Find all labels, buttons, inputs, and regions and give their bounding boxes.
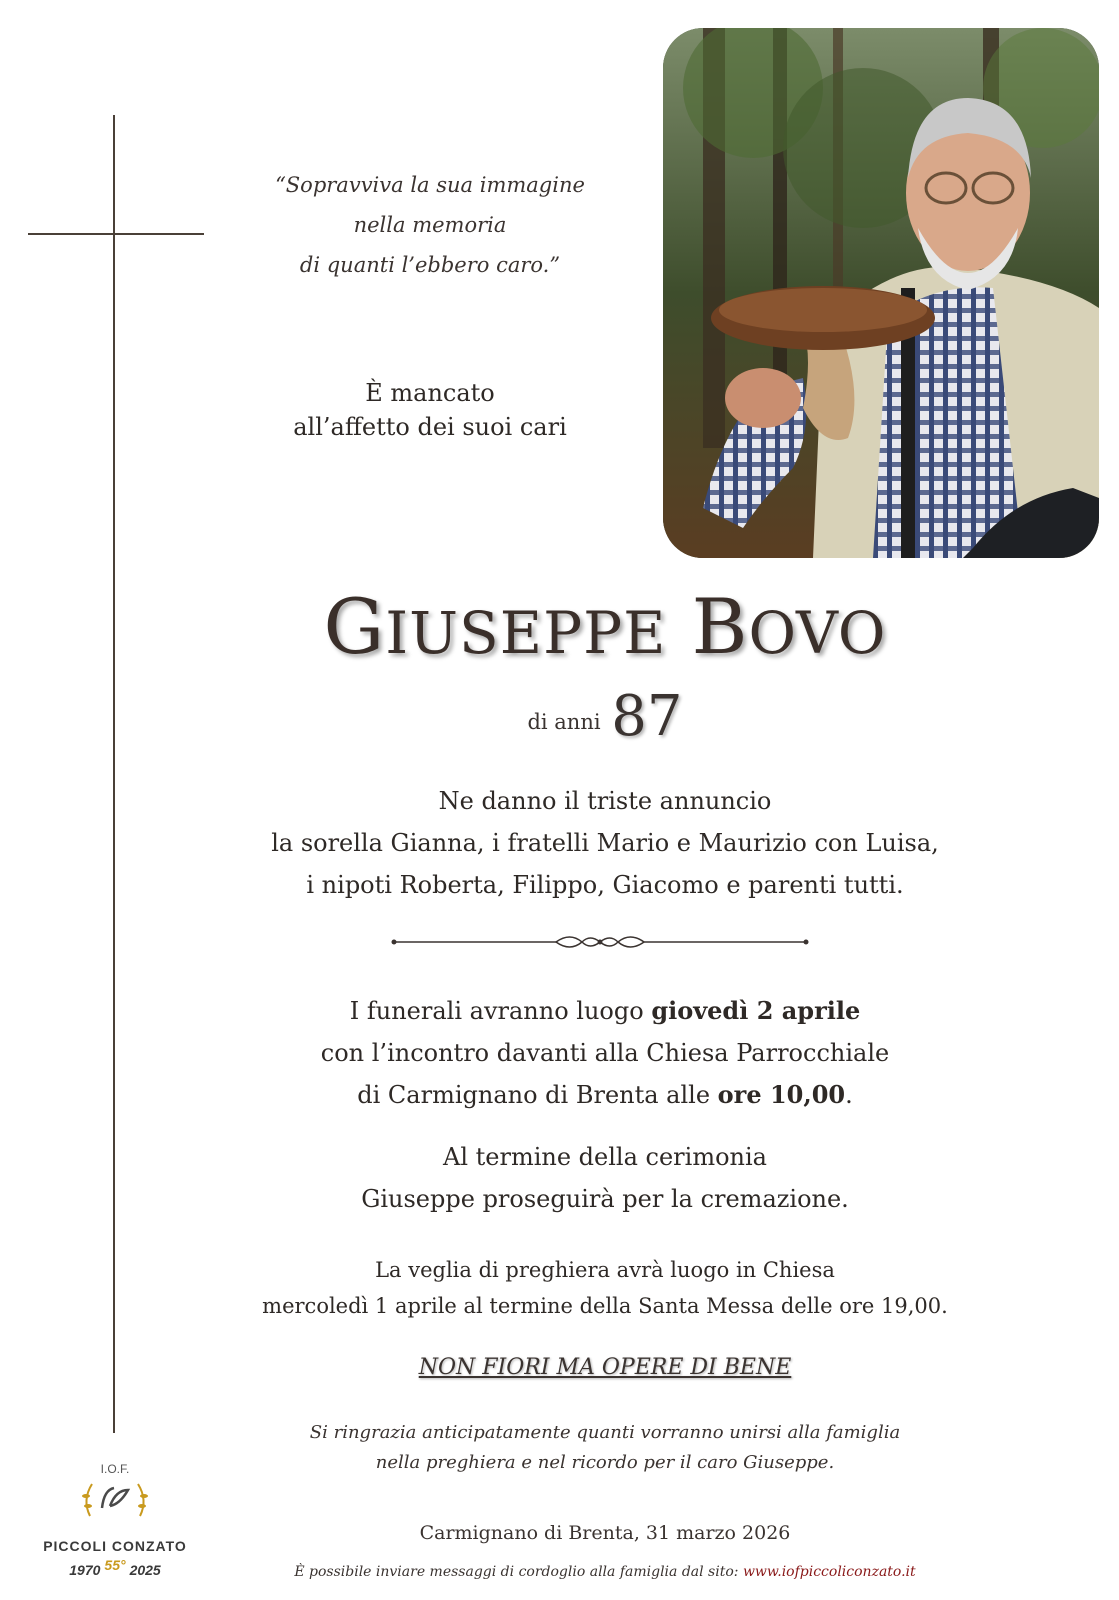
laurel-logo-icon xyxy=(80,1476,150,1524)
cross-icon-vertical xyxy=(113,115,115,1433)
funeral-line-3-text: di Carmignano di Brenta alle xyxy=(357,1081,718,1109)
logo-company-name: PICCOLI CONZATO xyxy=(43,1538,187,1554)
age-label: di anni xyxy=(527,710,601,734)
cross-icon-horizontal xyxy=(28,233,204,235)
deceased-photo xyxy=(663,28,1099,558)
funeral-line-1 xyxy=(220,990,990,1032)
intro-line-1: È mancato xyxy=(365,379,495,407)
logo-anniversary: 55° xyxy=(104,1557,126,1573)
vigil-info xyxy=(220,1252,990,1324)
first-name-initial: G xyxy=(323,582,386,671)
portrait-illustration xyxy=(663,28,1099,558)
age-line xyxy=(220,684,990,749)
funeral-time: ore 10,00 xyxy=(717,1080,846,1109)
ornament-divider-icon xyxy=(390,930,810,954)
quote-line-1: “Sopravviva la sua immagine xyxy=(275,173,585,197)
no-flowers-notice: NON FIORI MA OPERE DI BENE xyxy=(418,1355,792,1380)
intro-text xyxy=(240,376,620,444)
age-value: 87 xyxy=(611,684,683,749)
funeral-home-logo xyxy=(30,1462,200,1592)
announcement xyxy=(220,780,990,906)
last-name-initial: B xyxy=(691,582,749,671)
funeral-line-2: con l’incontro davanti alla Chiesa Parrocchiale xyxy=(320,1039,890,1067)
thanks-line-2: nella preghiera e nel ricordo per il caro Giuseppe. xyxy=(375,1452,835,1473)
footer-note xyxy=(220,1564,990,1580)
announcement-line-2: la sorella Gianna, i fratelli Mario e Maurizio con Luisa, xyxy=(271,829,939,857)
announcement-line-3: i nipoti Roberta, Filippo, Giacomo e parenti tutti. xyxy=(306,871,904,899)
memorial-quote xyxy=(240,165,620,285)
funeral-info xyxy=(220,990,990,1116)
footer-note-text: È possibile inviare messaggi di cordoglio alla famiglia dal sito: xyxy=(294,1564,743,1580)
vigil-line-2: mercoledì 1 aprile al termine della Santa Messa delle ore 19,00. xyxy=(262,1294,948,1318)
funeral-line-3-end: . xyxy=(845,1081,853,1109)
thanks-line-1: Si ringrazia anticipatamente quanti vorranno unirsi alla famiglia xyxy=(309,1422,901,1443)
logo-iof-text: I.O.F. xyxy=(100,1462,130,1476)
thanks-note xyxy=(220,1418,990,1478)
quote-line-2: nella memoria xyxy=(353,213,507,237)
quote-line-3: di quanti l’ebbero caro.” xyxy=(299,253,561,277)
logo-year-start: 1970 xyxy=(69,1562,101,1578)
funeral-date: giovedì 2 aprile xyxy=(651,996,861,1025)
first-name-rest: IUSEPPE xyxy=(385,599,667,667)
logo-year-end: 2025 xyxy=(129,1562,161,1578)
cremation-line-1: Al termine della cerimonia xyxy=(443,1143,767,1171)
intro-line-2: all’affetto dei suoi cari xyxy=(293,413,567,441)
vigil-line-1: La veglia di preghiera avrà luogo in Chiesa xyxy=(375,1258,835,1282)
place-date: Carmignano di Brenta, 31 marzo 2026 xyxy=(419,1522,791,1544)
cremation-line-2: Giuseppe proseguirà per la cremazione. xyxy=(361,1185,849,1213)
logo-years xyxy=(30,1557,200,1578)
funeral-line-1-text: I funerali avranno luogo xyxy=(349,997,652,1025)
cremation-info xyxy=(220,1136,990,1220)
website-link[interactable]: www.iofpiccoliconzato.it xyxy=(742,1564,916,1580)
last-name-rest: OVO xyxy=(748,599,887,667)
deceased-name xyxy=(220,582,990,671)
announcement-line-1: Ne danno il triste annuncio xyxy=(438,787,772,815)
funeral-line-3 xyxy=(220,1074,990,1116)
